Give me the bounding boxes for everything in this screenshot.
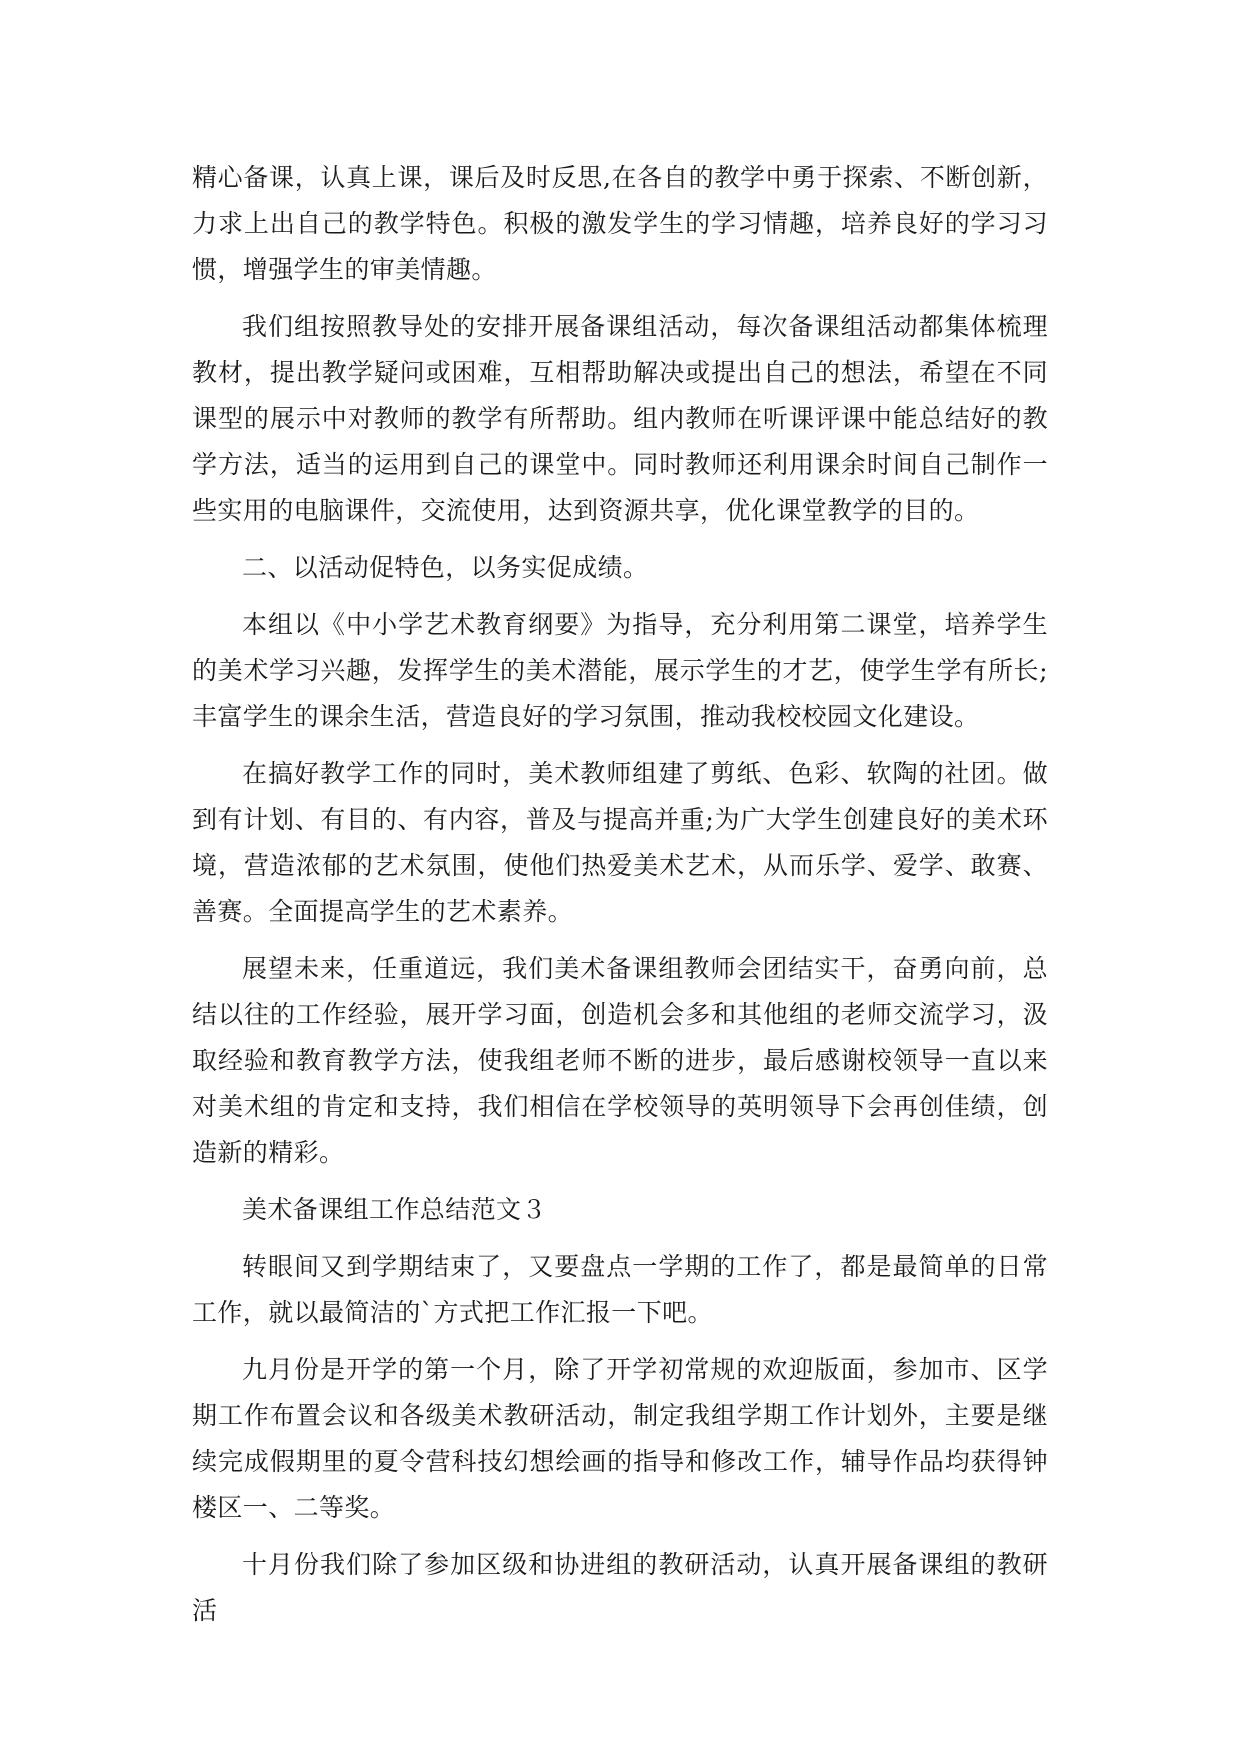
paragraph-october: 十月份我们除了参加区级和协进组的教研活动，认真开展备课组的教研活 [192,1550,1048,1625]
paragraph-continued: 精心备课，认真上课，课后及时反思,在各自的教学中勇于探索、不断创新，力求上出自己的教学特色。积极的激发学生的学习情趣，培养良好的学习习惯，增强学生的审美情趣。 [192,163,1048,284]
paragraph-lesson-prep: 我们组按照教导处的安排开展备课组活动，每次备课组活动都集体梳理教材，提出教学疑问或困难，互相帮助解决或提出自己的想法，希望在不同课型的展示中对教师的教学有所帮助。组内教师在听课评课中能总结好的教学方法，适当的运用到自己的课堂中。同时教师还利用课余时间自己制作一些实用的电脑课件，交流使用，达到资源共享，优化课堂教学的目的。 [192,312,1048,525]
document-body [192,155,1048,1634]
paragraph-semester-end: 转眼间又到学期结束了，又要盘点一学期的工作了，都是最简单的日常工作，就以最简洁的`方式把工作汇报一下吧。 [192,1252,1048,1327]
paragraph-september: 九月份是开学的第一个月，除了开学初常规的欢迎版面，参加市、区学期工作布置会议和各级美术教研活动，制定我组学期工作计划外，主要是继续完成假期里的夏令营科技幻想绘画的指导和修改工作，辅导作品均获得钟楼区一、二等奖。 [192,1355,1048,1522]
section-heading-activities: 二、以活动促特色，以务实促成绩。 [242,553,649,582]
paragraph-art-education: 本组以《中小学艺术教育纲要》为指导，充分利用第二课堂，培养学生的美术学习兴趣，发挥学生的美术潜能，展示学生的才艺，使学生学有所长;丰富学生的课余生活，营造良好的学习氛围，推动我校校园文化建设。 [192,610,1048,731]
section-heading-sample-3: 美术备课组工作总结范文３ [242,1195,547,1224]
paragraph-outlook: 展望未来，任重道远，我们美术备课组教师会团结实干，奋勇向前，总结以往的工作经验，展开学习面，创造机会多和其他组的老师交流学习，汲取经验和教育教学方法，使我组老师不断的进步，最后感谢校领导一直以来对美术组的肯定和支持，我们相信在学校领导的英明领导下会再创佳绩，创造新的精彩。 [192,954,1048,1167]
paragraph-clubs: 在搞好教学工作的同时，美术教师组建了剪纸、色彩、软陶的社团。做到有计划、有目的、有内容，普及与提高并重;为广大学生创建良好的美术环境，营造浓郁的艺术氛围，使他们热爱美术艺术，从而乐学、爱学、敢赛、善赛。全面提高学生的艺术素养。 [192,759,1048,926]
